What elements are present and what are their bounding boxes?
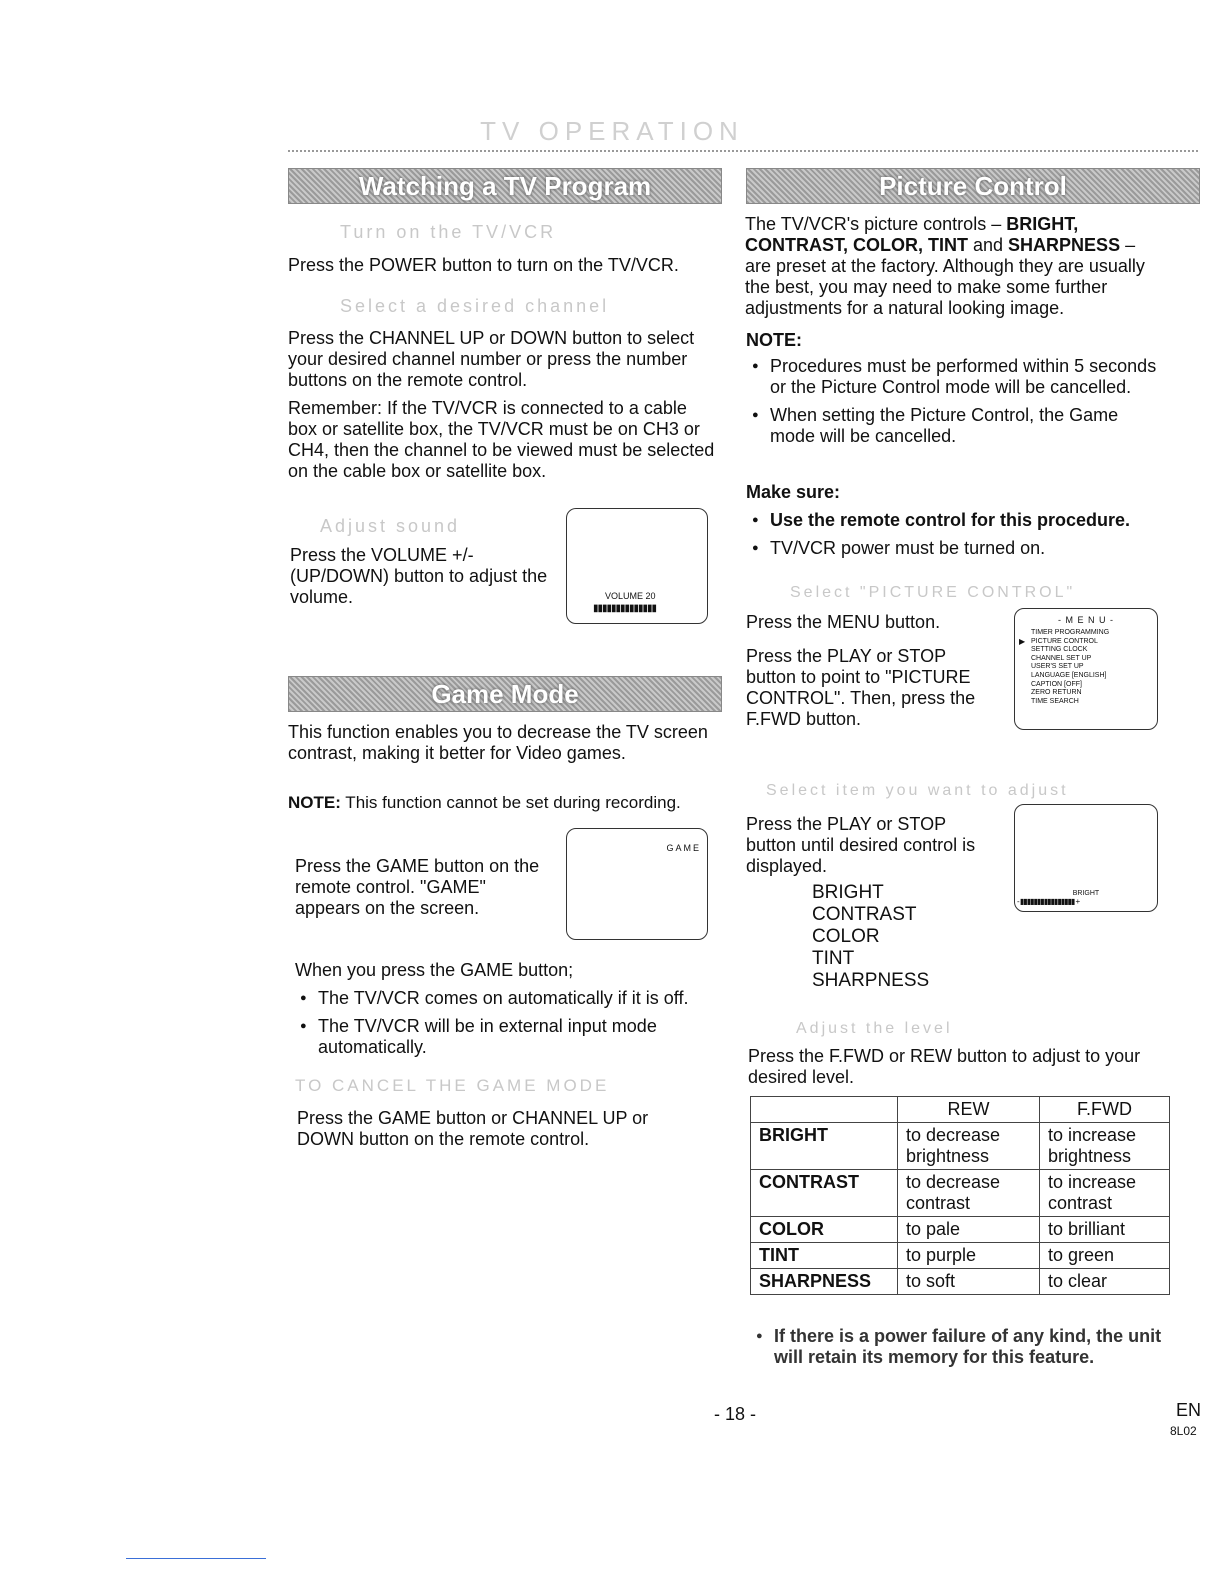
control-item: SHARPNESS <box>812 970 930 991</box>
table-cell: to soft <box>898 1269 1040 1295</box>
intro-part2: and <box>968 235 1009 255</box>
pc-step1-heading: Select "PICTURE CONTROL" <box>790 584 1076 601</box>
language-code: EN <box>1176 1400 1202 1420</box>
menu-items <box>1031 629 1109 706</box>
footnote: ● If there is a power failure of any kind, the unit will retain its memory for this feature. <box>752 1326 1172 1368</box>
table-cell: SHARPNESS <box>751 1269 898 1295</box>
table-cell: to pale <box>898 1217 1040 1243</box>
pc-step3-text: Press the F.FWD or REW button to adjust to your desired level. <box>748 1046 1141 1087</box>
footnote-list <box>752 1326 1172 1375</box>
intro-bold1: BRIGHT, CONTRAST, COLOR, TINT <box>745 214 1079 255</box>
intro-part1: The TV/VCR's picture controls – <box>745 214 1007 234</box>
watch-step3-text: Press the VOLUME +/- (UP/DOWN) button to adjust the volume. <box>290 545 548 607</box>
table-cell: BRIGHT <box>751 1123 898 1170</box>
control-item: BRIGHT <box>812 882 884 903</box>
make-sure-label: Make sure: <box>746 482 841 502</box>
table-cell: to purple <box>898 1243 1040 1269</box>
page-header: TV OPERATION <box>480 116 744 146</box>
picture-note-label: NOTE: <box>746 330 802 350</box>
table-row <box>751 1243 1170 1269</box>
menu-item: SETTING CLOCK <box>1031 646 1088 654</box>
pc-step1-p1: Press the MENU button. <box>746 612 941 632</box>
game-note-label: NOTE: <box>288 793 341 812</box>
adjust-table <box>750 1096 1170 1295</box>
header-divider <box>288 150 1198 152</box>
table-cell: to decrease brightness <box>898 1123 1040 1170</box>
pc-step2-heading: Select item you want to adjust <box>766 782 1069 799</box>
game-bullets <box>296 988 730 1065</box>
table-row <box>751 1123 1170 1170</box>
watch-step3-heading: Adjust sound <box>320 516 461 536</box>
bright-screen <box>1014 804 1158 912</box>
page-number: - 18 - <box>714 1404 757 1424</box>
control-list <box>812 882 929 992</box>
control-item: COLOR <box>812 926 880 947</box>
pc-step2-text: Press the PLAY or STOP button until desired control is displayed. <box>746 814 976 876</box>
menu-item: ZERO RETURN <box>1031 689 1082 697</box>
menu-item: LANGUAGE [ENGLISH] <box>1031 671 1107 679</box>
game-when-text: When you press the GAME button; <box>295 960 574 980</box>
doc-code: 8L02 <box>1170 1424 1197 1438</box>
game-press-text: Press the GAME button on the remote control. "GAME" appears on the screen. <box>295 856 540 918</box>
menu-item: PICTURE CONTROL <box>1031 637 1098 645</box>
watch-step1-heading: Turn on the TV/VCR <box>340 222 557 242</box>
table-header: F.FWD <box>1040 1097 1170 1123</box>
table-cell: CONTRAST <box>751 1170 898 1217</box>
game-note <box>288 792 728 813</box>
osd-bright-bar: - ▮▮▮▮▮▮▮▮▮▮▮▮▮▮▮▮ + <box>1017 897 1080 906</box>
table-row <box>751 1170 1170 1217</box>
game-bullet-2: ● The TV/VCR will be in external input mode automatically. <box>296 1016 730 1058</box>
picture-note-2: ● When setting the Picture Control, the Game mode will be cancelled. <box>748 405 1158 447</box>
intro-part3: – are preset at the factory. Although they are usually the best, you may need to make some further adjustments for a natural looking image. <box>745 235 1145 318</box>
table-cell: to increase contrast <box>1040 1170 1170 1217</box>
table-row <box>751 1269 1170 1295</box>
game-screen <box>566 828 708 940</box>
watch-step1-text: Press the POWER button to turn on the TV/VCR. <box>288 255 679 275</box>
menu-item: TIMER PROGRAMMING <box>1031 629 1110 636</box>
cancel-heading: TO CANCEL THE GAME MODE <box>295 1076 610 1095</box>
menu-item: CAPTION [OFF] <box>1031 680 1082 688</box>
picture-control-banner: Picture Control <box>746 168 1200 204</box>
osd-game-label: GAME <box>666 843 701 853</box>
table-cell: to green <box>1040 1243 1170 1269</box>
control-item: TINT <box>812 948 855 969</box>
game-note-text: This function cannot be set during recording. <box>340 793 681 812</box>
table-header: REW <box>898 1097 1040 1123</box>
menu-item: TIME SEARCH <box>1031 697 1079 705</box>
watch-remember: Remember: If the TV/VCR is connected to a cable box or satellite box, the TV/VCR must be on CH3 or CH4, then the channel to be viewed must be selected on the cable box or satellite box. <box>288 398 715 481</box>
table-cell: to decrease contrast <box>898 1170 1040 1217</box>
footer-rule <box>126 1558 266 1559</box>
table-cell: TINT <box>751 1243 898 1269</box>
cancel-text: Press the GAME button or CHANNEL UP or DOWN button on the remote control. <box>297 1108 649 1149</box>
volume-screen <box>566 508 708 624</box>
picture-notes <box>748 356 1158 454</box>
pc-step1-p2: Press the PLAY or STOP button to point to "PICTURE CONTROL". Then, press the F.FWD button. <box>746 646 976 729</box>
game-intro: This function enables you to decrease the TV screen contrast, making it better for Video games. <box>288 722 708 763</box>
pc-step3-heading: Adjust the level <box>796 1020 953 1037</box>
control-item: CONTRAST <box>812 904 917 925</box>
table-cell: to clear <box>1040 1269 1170 1295</box>
menu-item: USER'S SET UP <box>1031 663 1084 671</box>
osd-volume-label: VOLUME 20 <box>605 591 656 601</box>
table-header-row <box>751 1097 1170 1123</box>
watch-step2-heading: Select a desired channel <box>340 296 610 316</box>
watch-step2-text: Press the CHANNEL UP or DOWN button to select your desired channel number or press the number buttons on the remote control. <box>288 328 695 390</box>
make-sure-list <box>748 510 1168 566</box>
game-bullet-1: ● The TV/VCR comes on automatically if it is off. <box>296 988 730 1009</box>
osd-bright-label: BRIGHT <box>1072 890 1100 897</box>
menu-screen <box>1014 608 1158 730</box>
table-cell: to brilliant <box>1040 1217 1170 1243</box>
table-cell: to increase brightness <box>1040 1123 1170 1170</box>
watching-banner: Watching a TV Program <box>288 168 722 204</box>
picture-intro <box>745 214 1165 319</box>
make-sure-1: ● Use the remote control for this procedure. <box>748 510 1168 531</box>
make-sure-2: ● TV/VCR power must be turned on. <box>748 538 1168 559</box>
table-header <box>751 1097 898 1123</box>
osd-volume-bar: ▮▮▮▮▮▮▮▮▮▮▮▮▮▮ <box>593 603 657 614</box>
menu-pointer-icon: ▶ <box>1019 637 1026 646</box>
picture-note-1: ● Procedures must be performed within 5 seconds or the Picture Control mode will be cancelled. <box>748 356 1158 398</box>
table-row <box>751 1217 1170 1243</box>
table-cell: COLOR <box>751 1217 898 1243</box>
menu-title: - M E N U - <box>1058 615 1114 625</box>
intro-bold2: SHARPNESS <box>1008 235 1121 255</box>
game-mode-banner: Game Mode <box>288 676 722 712</box>
menu-item: CHANNEL SET UP <box>1031 654 1092 662</box>
